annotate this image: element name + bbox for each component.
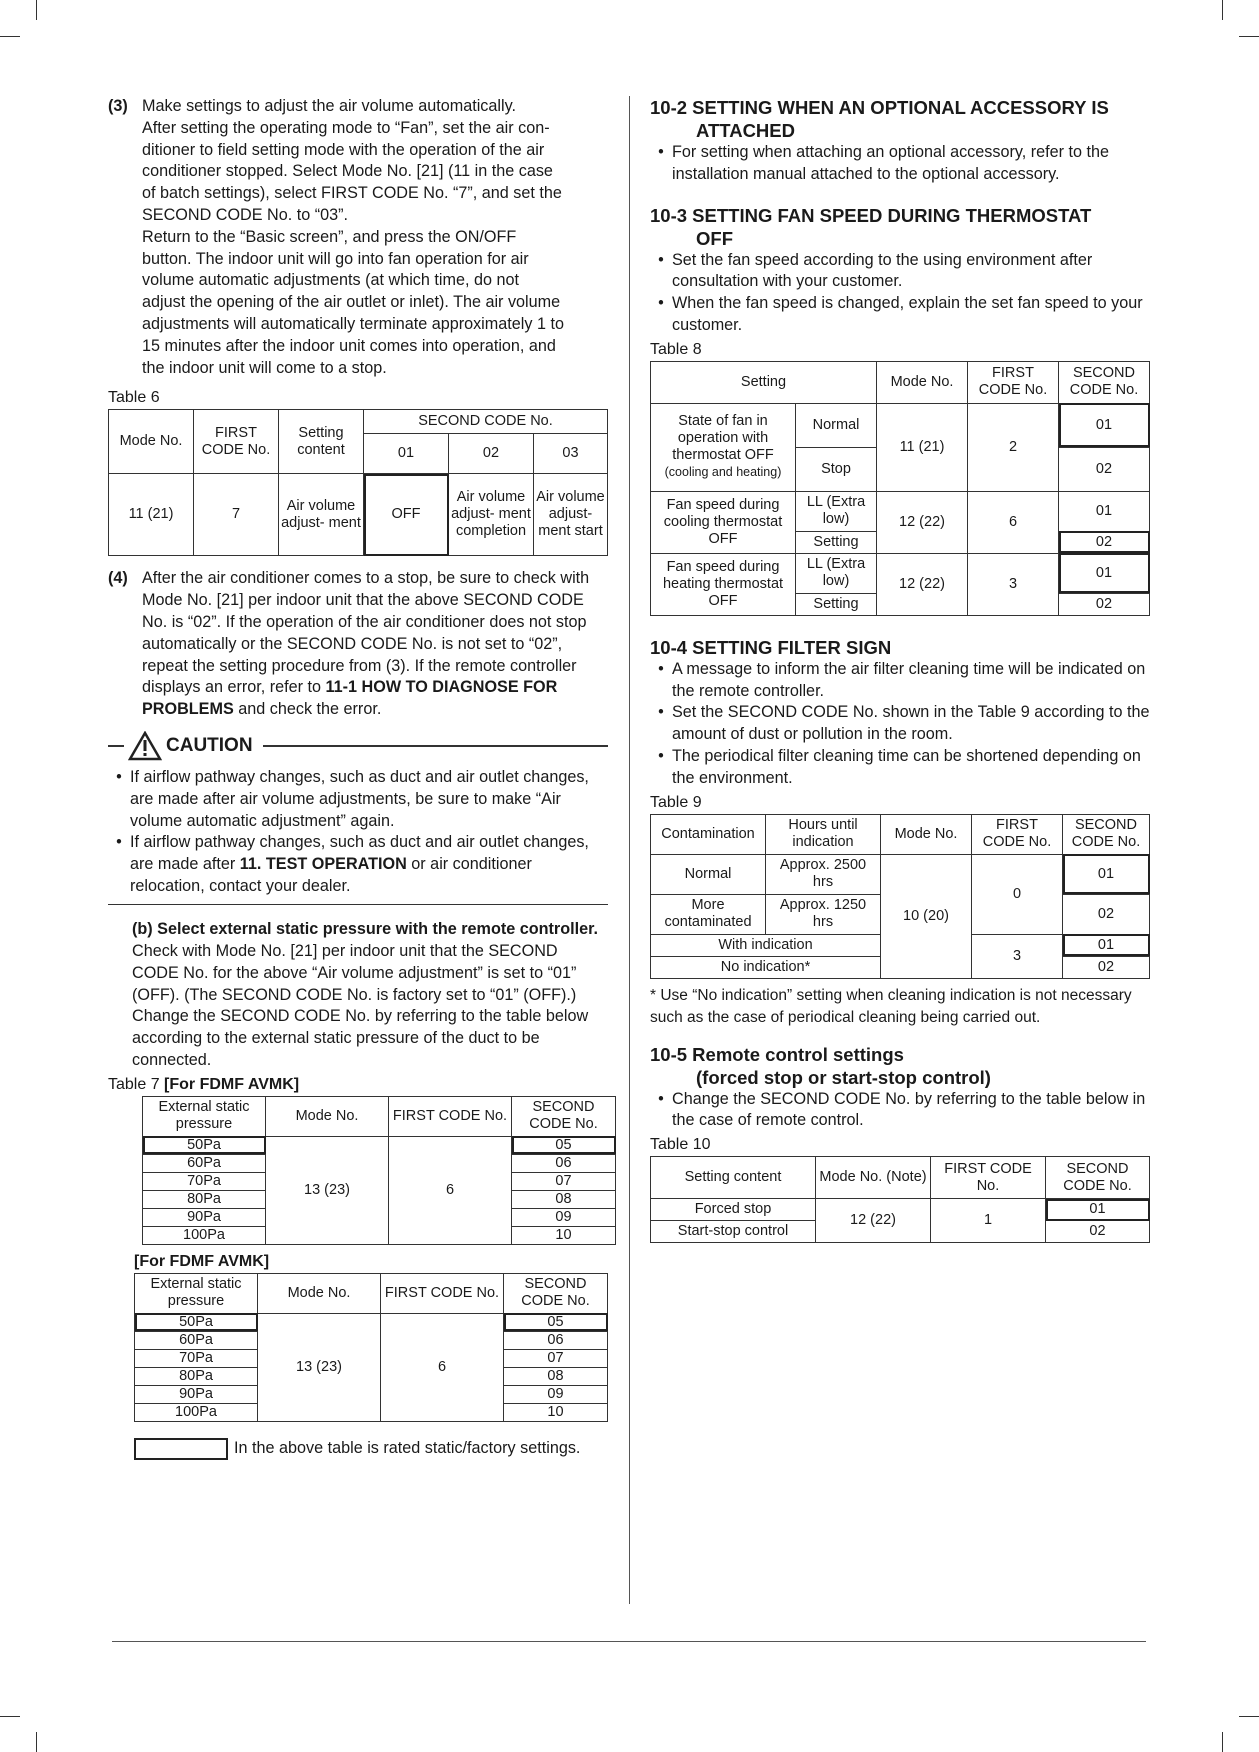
header-mode: Mode No. [881, 814, 972, 854]
right-column [650, 96, 1150, 1243]
section-b [108, 919, 608, 1072]
cell-code: 02 [1059, 447, 1150, 491]
crop-mark [1222, 1732, 1223, 1752]
cell-setting: Start-stop control [651, 1221, 816, 1243]
step-text [142, 568, 608, 721]
cell-first: 1 [931, 1199, 1046, 1243]
caution-title: CAUTION [166, 734, 253, 756]
heading-line: 10-5 Remote control settings [650, 1043, 904, 1065]
crop-mark [1222, 0, 1223, 20]
text-line: Return to the “Basic screen”, and press the ON/OFF [142, 227, 517, 246]
cell-code: 06 [504, 1331, 608, 1349]
label-text: Table 7 [108, 1075, 165, 1093]
heading-line: 10-2 SETTING WHEN AN OPTIONAL ACCESSORY IS [650, 97, 1109, 118]
caution-bullet-2 [108, 832, 608, 897]
cell-pressure: 100Pa [135, 1403, 258, 1421]
label-model: [For FDMF AVMK] [164, 1075, 300, 1093]
bullet-dot: • [658, 703, 664, 722]
cell-option: LL (Extra low) [796, 553, 877, 593]
row-label: Fan speed during heating thermostat OFF [651, 553, 796, 615]
bullet-dot: • [658, 1089, 664, 1108]
cell-code: 02 [1063, 894, 1150, 934]
cell-first: 3 [972, 934, 1063, 978]
cell-code: 02 [1063, 956, 1150, 978]
crop-mark [0, 36, 20, 37]
column-divider [629, 96, 630, 1604]
text-line: of batch settings), select FIRST CODE No. “7”, and set the [142, 184, 562, 203]
step-number: (3) [108, 97, 128, 115]
cell-code: 01 [1059, 491, 1150, 531]
header-first: FIRST CODE No. [389, 1096, 512, 1136]
bullet-text: A message to inform the air filter cleaning time will be indicated on the remote controller. [672, 659, 1146, 700]
bullet-text: Set the SECOND CODE No. shown in the Table 9 according to the amount of dust or pollution in the room. [672, 703, 1150, 744]
table-10 [650, 1156, 1150, 1243]
bullet-text: Set the fan speed according to the using environment after consultation with your customer. [672, 250, 1093, 291]
cell-code: 07 [504, 1349, 608, 1367]
cell-code-factory: 05 [512, 1136, 616, 1154]
crop-mark [36, 0, 37, 20]
cell-first: 2 [968, 403, 1059, 491]
crop-mark [0, 1716, 20, 1717]
cell-code-factory: 01 [1046, 1199, 1150, 1221]
header-mode: Mode No. (Note) [816, 1157, 931, 1199]
step-number: (4) [108, 569, 128, 588]
heading-10-5 [650, 1043, 1150, 1089]
text-line: adjustments will automatically terminate approximately 1 to [142, 314, 564, 333]
cell-code: 10 [504, 1403, 608, 1421]
header-second: SECOND CODE No. [1063, 814, 1150, 854]
bullet-dot: • [658, 294, 664, 313]
cell-first: 3 [968, 553, 1059, 615]
cell-option: Normal [796, 403, 877, 447]
cell-code: 09 [512, 1208, 616, 1226]
bullet [650, 746, 1150, 790]
cell-code-factory: 01 [1059, 553, 1150, 593]
cell-code-factory: 02 [1059, 531, 1150, 553]
header-first: FIRST CODE No. [931, 1157, 1046, 1199]
cell-first: 6 [389, 1136, 512, 1244]
legend [134, 1438, 608, 1460]
reference-bold: 11-1 HOW TO DIAGNOSE FOR PROBLEMS [142, 678, 558, 719]
cell-code-factory: 05 [504, 1313, 608, 1331]
cell-first: 6 [381, 1313, 504, 1421]
header-03: 03 [534, 434, 608, 474]
cell-hours: Approx. 2500 hrs [766, 854, 881, 894]
crop-mark [1239, 1716, 1259, 1717]
header-setting: Setting content [279, 410, 364, 474]
bullet-text: Change the SECOND CODE No. by referring to the table below in the case of remote control. [672, 1089, 1146, 1130]
cell-01-factory: OFF [364, 474, 449, 556]
table-9-label: Table 9 [650, 793, 702, 811]
cell-code-factory: 01 [1063, 854, 1150, 894]
cell-pressure: 90Pa [135, 1385, 258, 1403]
cell-code: 10 [512, 1226, 616, 1244]
text-span: If airflow pathway changes, such as duct and air outlet changes, are made after [130, 833, 589, 874]
table-8 [650, 361, 1150, 616]
header-esp: External static pressure [135, 1273, 258, 1313]
header-hours: Hours until indication [766, 814, 881, 854]
bullet [650, 142, 1150, 186]
table-6-label: Table 6 [108, 389, 160, 407]
crop-mark [36, 1732, 37, 1752]
cell-mode: 12 (22) [877, 491, 968, 553]
cell-option: Setting [796, 593, 877, 615]
cell-first: 7 [194, 474, 279, 556]
table-7b [134, 1273, 608, 1422]
caution-end-rule [108, 904, 608, 906]
cell-contamination: More contaminated [651, 894, 766, 934]
header-setting: Setting content [651, 1157, 816, 1199]
bullet-dot: • [116, 833, 122, 852]
cell-indication: With indication [651, 934, 881, 956]
legend-box [134, 1438, 228, 1460]
header-contamination: Contamination [651, 814, 766, 854]
cell-03: Air volume adjust- ment start [534, 474, 608, 556]
header-01: 01 [364, 434, 449, 474]
cell-pressure: 70Pa [143, 1172, 266, 1190]
cell-mode: 11 (21) [109, 474, 194, 556]
cell-pressure: 80Pa [143, 1190, 266, 1208]
heading-10-4: 10-4 SETTING FILTER SIGN [650, 636, 892, 658]
bullet [650, 250, 1150, 294]
cell-code-factory: 01 [1063, 934, 1150, 956]
text-line: the indoor unit will come to a stop. [142, 358, 387, 377]
heading-10-3 [650, 204, 1150, 250]
cell-mode: 12 (22) [877, 553, 968, 615]
cell-pressure: 60Pa [135, 1331, 258, 1349]
heading-line: 10-3 SETTING FAN SPEED DURING THERMOSTAT [650, 204, 1092, 226]
cell-code: 08 [512, 1190, 616, 1208]
table-7-label [108, 1076, 608, 1094]
bullet-text: The periodical filter cleaning time can be shortened depending on the environment. [672, 746, 1141, 787]
warning-triangle-icon [128, 731, 162, 761]
row-label [651, 403, 796, 491]
section-b-heading: (b) Select external static pressure with the remote controller. [132, 920, 598, 939]
table-8-label: Table 8 [650, 340, 702, 358]
header-02: 02 [449, 434, 534, 474]
cell-code: 07 [512, 1172, 616, 1190]
cell-indication: No indication* [651, 956, 881, 978]
text-line: SECOND CODE No. to “03”. [142, 205, 348, 224]
crop-mark [1239, 36, 1259, 37]
header-mode: Mode No. [877, 361, 968, 403]
bullet [650, 1089, 1150, 1133]
cell-option: Stop [796, 447, 877, 491]
left-column [108, 96, 608, 1460]
cell-code: 08 [504, 1367, 608, 1385]
header-second: SECOND CODE No. [1059, 361, 1150, 403]
header-first: FIRST CODE No. [381, 1273, 504, 1313]
heading-line: (forced stop or start-stop control) [696, 1066, 991, 1088]
step-4 [108, 568, 608, 721]
text-span: and check the error. [233, 700, 382, 719]
cell-02: Air volume adjust- ment completion [449, 474, 534, 556]
step-3 [108, 96, 608, 379]
reference-bold: 11. TEST OPERATION [239, 855, 407, 874]
bullet-dot: • [658, 659, 664, 678]
header-second: SECOND CODE No. [1046, 1157, 1150, 1199]
cell-code: 09 [504, 1385, 608, 1403]
bullet-text: For setting when attaching an optional accessory, refer to the installation manual attached to the optional accessory. [672, 143, 1110, 183]
cell-first: 6 [968, 491, 1059, 553]
header-mode: Mode No. [258, 1273, 381, 1313]
bullet-dot: • [658, 143, 664, 161]
table-6 [108, 409, 608, 556]
cell-contamination: Normal [651, 854, 766, 894]
cell-setting: Forced stop [651, 1199, 816, 1221]
cell-pressure: 60Pa [143, 1154, 266, 1172]
text-line: After setting the operating mode to “Fan”, set the air con- [142, 118, 550, 137]
bullet-dot: • [658, 250, 664, 269]
caution-line [108, 745, 124, 747]
header-second: SECOND CODE No. [512, 1096, 616, 1136]
bullet-text: When the fan speed is changed, explain the set fan speed to your customer. [672, 294, 1143, 334]
cell-mode: 13 (23) [266, 1136, 389, 1244]
cell-pressure-factory: 50Pa [143, 1136, 266, 1154]
cell-pressure-factory: 50Pa [135, 1313, 258, 1331]
table-10-label: Table 10 [650, 1136, 711, 1154]
step-text [142, 96, 608, 379]
text-line: conditioner stopped. Select Mode No. [21] (11 in the case [142, 162, 553, 181]
cell-mode: 11 (21) [877, 403, 968, 491]
text-span: After the air conditioner comes to a stop, be sure to check with Mode No. [21] per indoor unit that the above SECOND CODE No. is “02”. If the operation of the air conditioner does not stop automatically or the SECOND CODE No. is not set to “02”, repeat the setting procedure from (3). If the remote controller displays an error, refer to [142, 569, 590, 697]
header-second: SECOND CODE No. [504, 1273, 608, 1313]
heading-line: ATTACHED [696, 120, 795, 141]
cell-pressure: 90Pa [143, 1208, 266, 1226]
text-span: or air conditioner relocation, contact your dealer. [130, 855, 532, 895]
text-line: 15 minutes after the indoor unit comes into operation, and [142, 336, 556, 355]
text-line: button. The indoor unit will go into fan operation for air [142, 249, 529, 268]
cell-hours: Approx. 1250 hrs [766, 894, 881, 934]
bullet [650, 702, 1150, 746]
cell-mode: 10 (20) [881, 854, 972, 978]
header-second: SECOND CODE No. [364, 410, 608, 434]
row-label: Fan speed during cooling thermostat OFF [651, 491, 796, 553]
footer-rule [112, 1641, 1146, 1642]
cell-pressure: 80Pa [135, 1367, 258, 1385]
label-model: [For FDMF AVMK] [134, 1252, 270, 1270]
cell-code: 02 [1059, 593, 1150, 615]
cell-first: 0 [972, 854, 1063, 934]
row-label-text: State of fan in operation with thermostat OFF [672, 413, 774, 464]
text-line: volume automatic adjustments (at which time, do not [142, 271, 519, 290]
legend-text: In the above table is rated static/factory settings. [234, 1439, 581, 1458]
header-mode: Mode No. [266, 1096, 389, 1136]
heading-10-2 [650, 96, 1150, 142]
cell-mode: 13 (23) [258, 1313, 381, 1421]
bullet [650, 293, 1150, 337]
header-esp: External static pressure [143, 1096, 266, 1136]
heading-line: OFF [696, 227, 733, 249]
table-9 [650, 814, 1150, 979]
bullet-dot: • [116, 767, 122, 786]
bullet [650, 659, 1150, 703]
header-setting: Setting [651, 361, 877, 403]
caution-line [263, 745, 608, 747]
cell-mode: 12 (22) [816, 1199, 931, 1243]
text-line: Make settings to adjust the air volume automatically. [142, 97, 516, 115]
caution-bullet-1 [108, 767, 608, 832]
header-mode: Mode No. [109, 410, 194, 474]
cell-code: 06 [512, 1154, 616, 1172]
header-first: FIRST CODE No. [972, 814, 1063, 854]
table-7b-label [134, 1253, 608, 1271]
caution-header [108, 731, 608, 761]
header-first: FIRST CODE No. [194, 410, 279, 474]
text-line: ditioner to field setting mode with the operation of the air [142, 140, 545, 159]
cell-option: Setting [796, 531, 877, 553]
table-7 [142, 1096, 616, 1245]
section-b-text: Check with Mode No. [21] per indoor unit that the SECOND CODE No. for the above “Air volume adjustment” is set to “01” (OFF). (The SECOND CODE No. is factory set to “01” (OFF).) Change the SECOND CODE No. by referring to the table below according to the external static pressure of the duct to be connected. [132, 942, 589, 1069]
bullet-text: If airflow pathway changes, such as duct and air outlet changes, are made after air volume adjustments, be sure to make “Air volume automatic adjustment” again. [130, 767, 589, 830]
row-label-note: (cooling and heating) [664, 465, 782, 480]
cell-code-factory: 01 [1059, 403, 1150, 447]
table-9-footnote: * Use “No indication” setting when cleaning indication is not necessary such as the case of periodical cleaning being carried out. [650, 986, 1132, 1026]
cell-option: LL (Extra low) [796, 491, 877, 531]
bullet-dot: • [658, 746, 664, 765]
text-line: adjust the opening of the air outlet or inlet). The air volume [142, 293, 561, 312]
cell-pressure: 70Pa [135, 1349, 258, 1367]
cell-code: 02 [1046, 1221, 1150, 1243]
cell-pressure: 100Pa [143, 1226, 266, 1244]
bullet-text [130, 832, 608, 897]
header-first: FIRST CODE No. [968, 361, 1059, 403]
cell-setting: Air volume adjust- ment [279, 474, 364, 556]
